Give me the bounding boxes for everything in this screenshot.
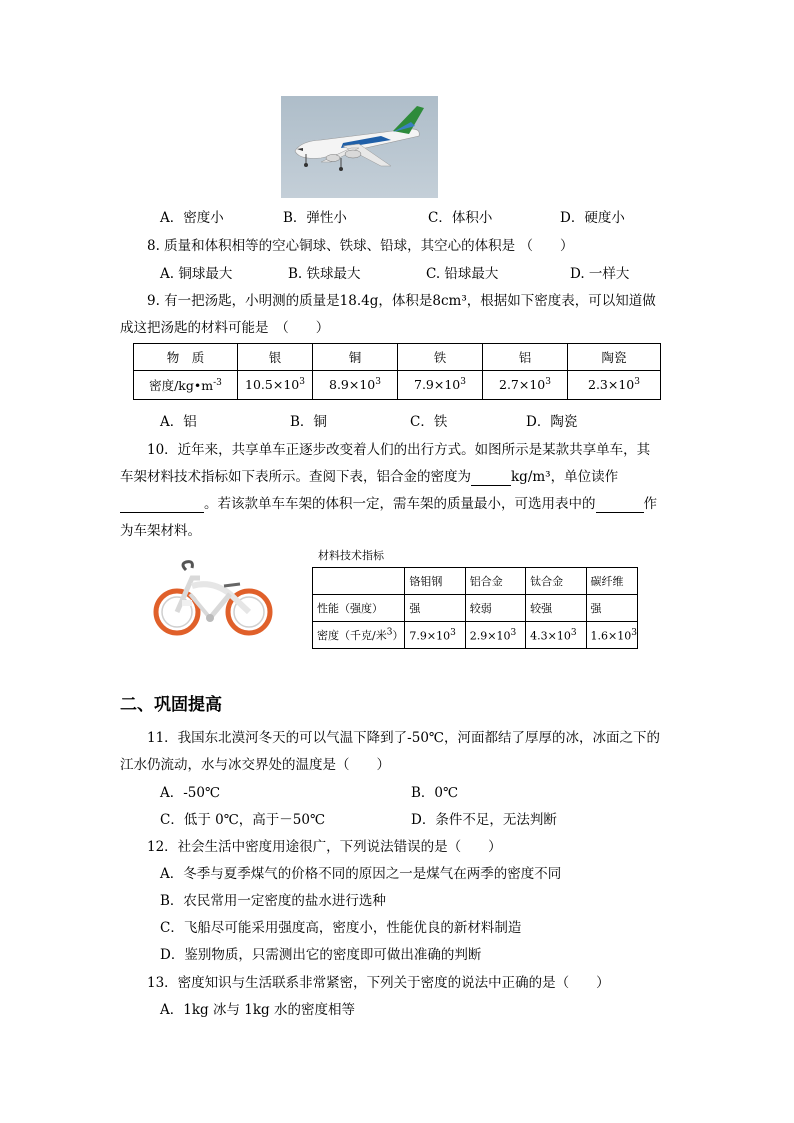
material-strength-carbon: 强 [586, 595, 637, 622]
shared-bike-image [150, 560, 276, 642]
q10-line2: 车架材料技术指标如下表所示。查阅下表，铝合金的密度为 kg/m³，单位读作 [120, 469, 619, 485]
q10-line1: 10．近年来，共享单车正逐步改变着人们的出行方式。如图所示是某款共享单车，其 [147, 442, 651, 458]
q11-line2: 江水仍流动，水与冰交界处的温度是（ ） [120, 757, 390, 773]
q8-option-c: C. 铅球最大 [426, 266, 499, 282]
density-header-silver: 银 [238, 344, 313, 371]
q10-blank-density[interactable] [471, 469, 511, 486]
q9-option-b: B．铜 [290, 414, 327, 430]
material-header-aluminum-alloy: 铝合金 [465, 568, 525, 595]
density-value-copper: $8.9\times 10^3$ [313, 371, 398, 400]
material-strength-chromoly: 强 [405, 595, 465, 622]
material-table-caption: 材料技术指标 [318, 549, 384, 562]
material-header-blank [313, 568, 405, 595]
q11-line1: 11．我国东北漠河冬天的可以气温下降到了-50℃，河面都结了厚厚的冰，冰面之下的 [147, 730, 661, 746]
density-value-ceramic: $2.3\times 10^3$ [568, 371, 661, 400]
q9-option-a: A．铝 [160, 414, 197, 430]
q10-line3: 。若该款单车车架的体积一定，需车架的质量最小，可选用表中的 作 [120, 492, 657, 513]
q8-option-b: B. 铁球最大 [288, 266, 361, 282]
q8-stem: 8. 质量和体积相等的空心铜球、铁球、铅球，其空心的体积是 （ ） [147, 238, 574, 254]
material-header-chromoly: 铬钼钢 [405, 568, 465, 595]
density-header-iron: 铁 [398, 344, 483, 371]
material-table [312, 567, 638, 649]
q11-option-c: C．低于 0℃，高于－50℃ [160, 812, 326, 828]
q12-option-b: B．农民常用一定密度的盐水进行选种 [160, 893, 386, 909]
material-strength-label: 性能（强度） [313, 595, 405, 622]
q12-option-d: D．鉴别物质，只需测出它的密度即可做出准确的判断 [160, 947, 482, 963]
section-heading: 二、巩固提高 [120, 695, 222, 715]
density-header-aluminum: 铝 [483, 344, 568, 371]
q13-option-a: A．1kg 冰与 1kg 水的密度相等 [160, 1002, 355, 1018]
q12-option-c: C．飞船尽可能采用强度高，密度小，性能优良的新材料制造 [160, 920, 522, 936]
q8-option-d: D. 一样大 [570, 266, 630, 282]
density-row-label: 密度$/kg•m^{-3}$ [134, 371, 238, 400]
density-header-substance: 物 质 [134, 344, 238, 371]
material-density-label: 密度（千克/米$^3$） [313, 622, 405, 649]
q7-option-c: C．体积小 [428, 210, 493, 226]
density-value-aluminum: $2.7\times 10^3$ [483, 371, 568, 400]
density-header-ceramic: 陶瓷 [568, 344, 661, 371]
density-table [133, 343, 661, 400]
q10-blank-unit-reading[interactable] [120, 496, 204, 513]
q11-option-d: D．条件不足，无法判断 [411, 812, 557, 828]
q11-option-b: B．0℃ [411, 785, 459, 801]
q10-blank-material[interactable] [596, 496, 644, 513]
q7-option-a: A．密度小 [160, 210, 224, 226]
material-strength-aluminum: 较弱 [465, 595, 525, 622]
material-strength-titanium: 较强 [526, 595, 586, 622]
material-header-titanium-alloy: 钛合金 [526, 568, 586, 595]
q9-stem-line2: 成这把汤匙的材料可能是 （ ） [120, 320, 330, 336]
material-density-chromoly: $7.9\times 10^3$ [405, 622, 465, 649]
material-header-carbon-fiber: 碳纤维 [586, 568, 637, 595]
q11-option-a: A．-50℃ [160, 785, 221, 801]
density-header-copper: 铜 [313, 344, 398, 371]
q9-option-c: C．铁 [410, 414, 448, 430]
q12-option-a: A．冬季与夏季煤气的价格不同的原因之一是煤气在两季的密度不同 [160, 866, 562, 882]
material-density-titanium: $4.3\times 10^3$ [526, 622, 586, 649]
density-value-iron: $7.9\times 10^3$ [398, 371, 483, 400]
q10-line4: 为车架材料。 [120, 523, 201, 539]
airplane-photo [281, 96, 438, 198]
q7-option-d: D．硬度小 [560, 210, 625, 226]
density-value-silver: $10.5\times 10^3$ [238, 371, 313, 400]
q13-stem: 13．密度知识与生活联系非常紧密，下列关于密度的说法中正确的是（ ） [147, 975, 610, 991]
q7-option-b: B．弹性小 [283, 210, 347, 226]
q9-stem-line1: 9. 有一把汤匙，小明测的质量是18.4g，体积是8cm³，根据如下密度表，可以知道做 [147, 293, 656, 309]
material-density-carbon: $1.6\times 10^3$ [586, 622, 637, 649]
material-density-aluminum: $2.9\times 10^3$ [465, 622, 525, 649]
q9-option-d: D．陶瓷 [526, 414, 578, 430]
q8-option-a: A. 铜球最大 [160, 266, 233, 282]
q12-stem: 12．社会生活中密度用途很广，下列说法错误的是（ ） [147, 839, 502, 855]
